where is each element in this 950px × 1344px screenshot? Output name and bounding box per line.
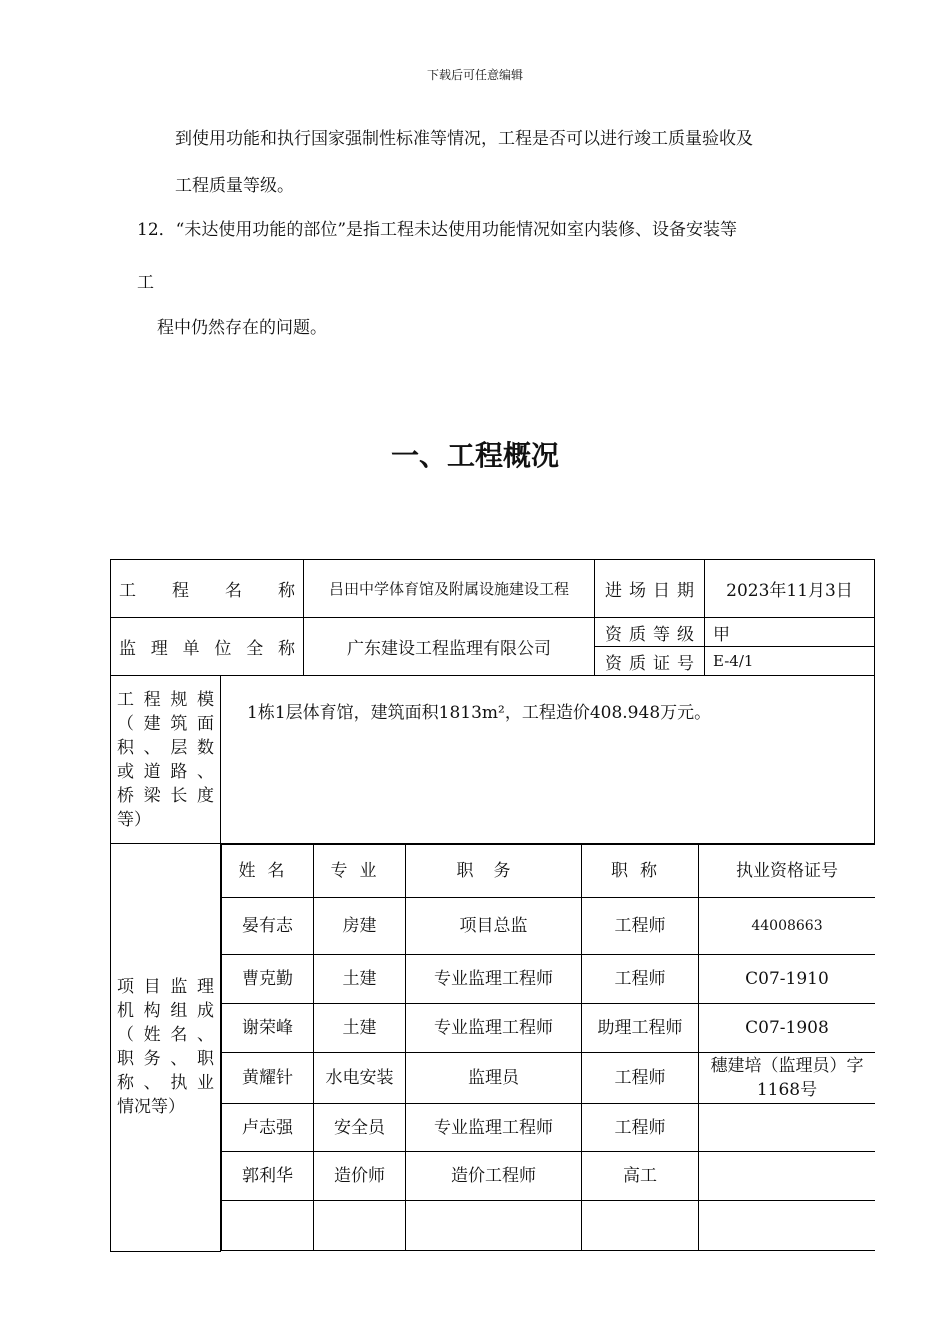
cell-name: 卢志强	[222, 1104, 314, 1152]
table-row	[222, 898, 875, 955]
scale-label-line: 等）	[117, 809, 151, 830]
qualification-grade-value: 甲	[705, 618, 875, 647]
cell-position: 专业监理工程师	[406, 1104, 582, 1152]
table-row	[222, 1152, 875, 1201]
table-row	[222, 1104, 875, 1152]
cell-position: 监理员	[406, 1053, 582, 1104]
cell-specialty: 房建	[314, 898, 406, 955]
header-name: 姓名	[222, 845, 314, 898]
paragraph-line: 工	[137, 273, 154, 293]
team-label	[111, 844, 221, 1252]
cell-specialty: 安全员	[314, 1104, 406, 1152]
scale-label-line: 桥梁长度	[117, 785, 214, 806]
cell-license	[699, 1152, 875, 1201]
cell-position	[406, 1201, 582, 1251]
team-label-line: 情况等）	[117, 1097, 185, 1118]
table-row	[222, 955, 875, 1004]
project-name-value: 吕田中学体育馆及附属设施建设工程	[304, 560, 595, 618]
certificate-value: E-4/1	[705, 647, 875, 676]
paragraph-line: 工程质量等级。	[175, 176, 294, 196]
cell-title: 高工	[582, 1152, 699, 1201]
scale-label-line: 或道路、	[117, 761, 214, 782]
team-label-line: 机构组成	[117, 1001, 214, 1022]
header-position: 职务	[406, 845, 582, 898]
scale-label-line: 积、层数	[117, 737, 214, 758]
cell-position: 造价工程师	[406, 1152, 582, 1201]
cell-title: 工程师	[582, 1053, 699, 1104]
cell-license: 穗建培（监理员）字1168号	[699, 1053, 875, 1104]
supervisor-label: 监理单位全称	[111, 618, 304, 676]
list-item-12: 12．“未达使用功能的部位”是指工程未达使用功能情况如室内装修、设备安装等	[137, 220, 738, 240]
cell-license: C07-1908	[699, 1004, 875, 1053]
cell-title: 助理工程师	[582, 1004, 699, 1053]
team-label-line: 职务、职	[117, 1049, 214, 1070]
team-header-row	[222, 845, 875, 898]
cell-specialty	[314, 1201, 406, 1251]
cell-position: 项目总监	[406, 898, 582, 955]
team-label-line: 称、执业	[117, 1073, 214, 1094]
cell-name: 晏有志	[222, 898, 314, 955]
cell-license: C07-1910	[699, 955, 875, 1004]
cell-title: 工程师	[582, 1104, 699, 1152]
qualification-grade-label: 资质等级	[595, 618, 705, 647]
team-label-line: 项目监理	[117, 977, 214, 998]
cell-title: 工程师	[582, 955, 699, 1004]
cell-specialty: 土建	[314, 1004, 406, 1053]
team-table-cell	[221, 844, 875, 1252]
cell-name: 曹克勤	[222, 955, 314, 1004]
cell-name: 黄耀针	[222, 1053, 314, 1104]
cell-title: 工程师	[582, 898, 699, 955]
header-license: 执业资格证号	[699, 845, 875, 898]
cell-license	[699, 1201, 875, 1251]
table-row	[222, 1201, 875, 1251]
entry-date-value: 2023年11月3日	[705, 560, 875, 618]
cell-name: 谢荣峰	[222, 1004, 314, 1053]
header-specialty: 专业	[314, 845, 406, 898]
cell-position: 专业监理工程师	[406, 955, 582, 1004]
header-note: 下载后可任意编辑	[426, 68, 523, 82]
cell-specialty: 水电安装	[314, 1053, 406, 1104]
section-title: 一、工程概况	[390, 439, 559, 472]
team-label-line: （姓名、	[117, 1025, 214, 1046]
header-title: 职称	[582, 845, 699, 898]
scale-description: 1栋1层体育馆，建筑面积1813m²，工程造价408.948万元。	[221, 676, 875, 844]
scale-label-line: （建筑面	[117, 713, 214, 734]
cell-title	[582, 1201, 699, 1251]
cell-position: 专业监理工程师	[406, 1004, 582, 1053]
entry-date-label: 进场日期	[595, 560, 705, 618]
cell-name: 郭利华	[222, 1152, 314, 1201]
project-overview-table	[110, 559, 875, 1252]
cell-specialty: 造价师	[314, 1152, 406, 1201]
cell-license	[699, 1104, 875, 1152]
scale-label-line: 工程规模	[117, 689, 214, 710]
paragraph-line: 到使用功能和执行国家强制性标准等情况，工程是否可以进行竣工质量验收及	[175, 129, 753, 149]
cell-specialty: 土建	[314, 955, 406, 1004]
table-row	[222, 1053, 875, 1104]
cell-name	[222, 1201, 314, 1251]
paragraph-line: 程中仍然存在的问题。	[157, 318, 327, 338]
project-name-label: 工 程 名 称	[111, 560, 304, 618]
supervisor-value: 广东建设工程监理有限公司	[304, 618, 595, 676]
team-table	[221, 844, 875, 1251]
scale-label	[111, 676, 221, 844]
cell-license: 44008663	[699, 898, 875, 955]
certificate-label: 资质证号	[595, 647, 705, 676]
table-row	[222, 1004, 875, 1053]
